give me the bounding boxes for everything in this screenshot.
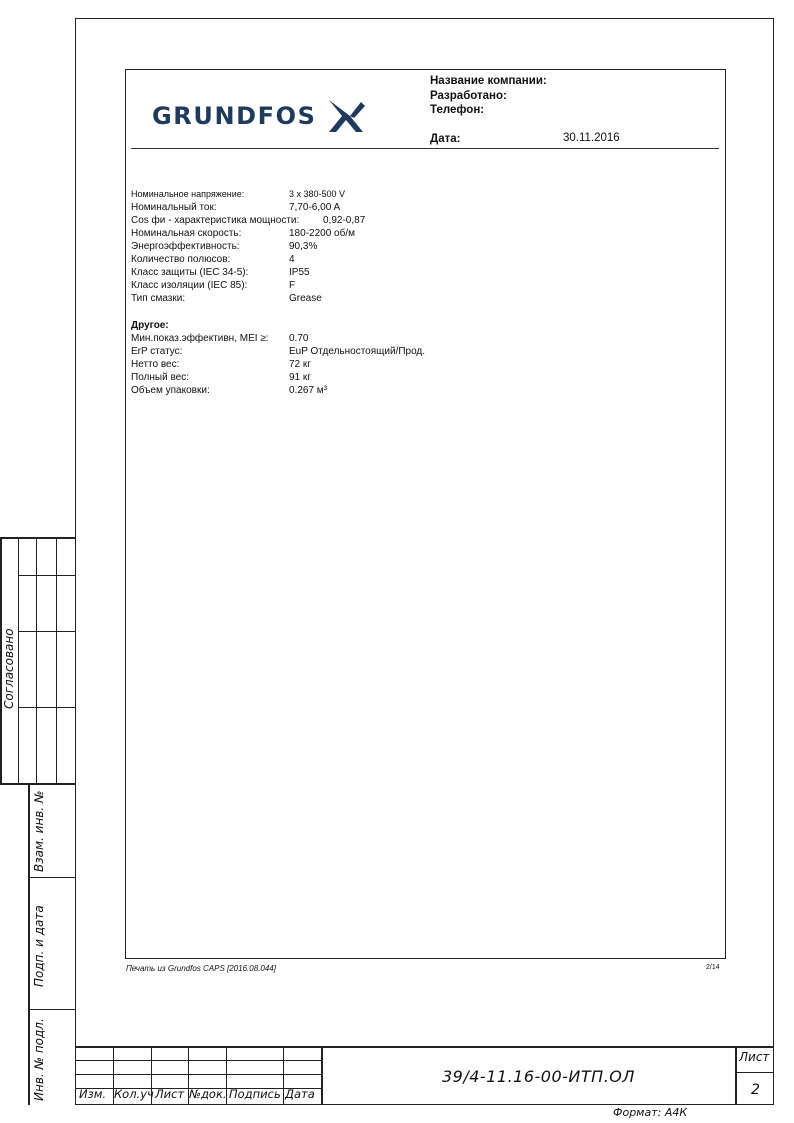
grundfos-x-icon	[325, 96, 367, 136]
spec-value: 3 x 380-500 V	[289, 189, 346, 199]
spec-label: Номинальный ток:	[131, 202, 217, 213]
col-doc-number: №док.	[189, 1087, 227, 1101]
inv-replace-label: Взам. инв. №	[32, 790, 46, 872]
spec-value: 90,3%	[289, 241, 318, 252]
logo-text: GRUNDFOS	[152, 102, 317, 130]
title-block	[75, 1046, 774, 1105]
company-label: Название компании:	[430, 75, 547, 87]
spec-value: EuP Отдельностоящий/Прод.	[289, 346, 426, 357]
spec-value: IP55	[289, 267, 310, 278]
spec-value: 0.70	[289, 333, 309, 344]
spec-label: Номинальная скорость:	[131, 228, 242, 239]
date-value: 30.11.2016	[563, 132, 620, 144]
agreed-label: Согласовано	[2, 628, 16, 709]
spec-label: Количество полюсов:	[131, 254, 231, 265]
tb-line	[75, 1074, 321, 1075]
spec-label: Полный вес:	[131, 372, 189, 383]
side-line	[18, 537, 19, 783]
col-sheet: Лист	[155, 1087, 185, 1101]
spec-label: ErP статус:	[131, 346, 183, 357]
sign-date-label: Подп. и дата	[32, 905, 46, 987]
side-line	[0, 783, 75, 785]
sheet-label: Лист	[739, 1050, 770, 1064]
print-note: Печать из Grundfos CAPS [2016.08.044]	[126, 964, 276, 973]
spec-label: Объем упаковки:	[131, 385, 210, 396]
side-line	[0, 537, 75, 539]
side-line	[28, 877, 75, 878]
grundfos-logo	[152, 96, 367, 136]
spec-value: Grease	[289, 293, 322, 304]
spec-label: Cos фи - характеристика мощности:	[131, 215, 300, 226]
spec-label: Номинальное напряжение:	[131, 189, 245, 199]
side-stamp	[0, 537, 75, 1105]
sheet-number: 2	[751, 1082, 760, 1098]
spec-value: 91 кг	[289, 372, 311, 383]
spec-value: 0.267 м³	[289, 385, 328, 396]
spec-value: 4	[289, 254, 295, 265]
tb-line	[735, 1072, 774, 1073]
spec-value: F	[289, 280, 296, 291]
spec-label: Мин.показ.эффективн, MEI ≥:	[131, 333, 269, 344]
developed-label: Разработано:	[430, 90, 507, 102]
side-line	[18, 631, 75, 632]
phone-label: Телефон:	[430, 104, 485, 116]
inv-orig-label: Инв. № подл.	[32, 1018, 46, 1101]
spec-label: Класс защиты (IEC 34-5):	[131, 267, 249, 278]
side-line	[56, 537, 57, 783]
tb-line	[75, 1046, 774, 1048]
document-code: 39/4-11.16-00-ИТП.ОЛ	[442, 1067, 635, 1086]
date-label: Дата:	[430, 133, 461, 145]
spec-label: Энергоэффективность:	[131, 241, 240, 252]
other-section-title: Другое:	[131, 320, 169, 331]
spec-value: 7,70-6,00 A	[289, 202, 341, 213]
tb-line	[283, 1046, 284, 1105]
tb-line	[735, 1046, 737, 1105]
side-line	[18, 707, 75, 708]
tb-line	[321, 1046, 323, 1105]
col-count: Кол.уч	[114, 1087, 154, 1101]
col-change: Изм.	[79, 1087, 107, 1101]
header-divider	[131, 148, 719, 149]
side-line	[36, 537, 37, 783]
spec-label: Тип смазки:	[131, 293, 186, 304]
spec-value: 180-2200 об/м	[289, 228, 355, 239]
col-signature: Подпись	[229, 1087, 281, 1101]
side-line	[28, 1009, 75, 1010]
spec-label: Нетто вес:	[131, 359, 180, 370]
format-label: Формат: А4К	[613, 1106, 688, 1119]
spec-value: 0,92-0,87	[323, 215, 366, 226]
spec-label: Класс изоляции (IEC 85):	[131, 280, 248, 291]
col-date: Дата	[285, 1087, 315, 1101]
spec-value: 72 кг	[289, 359, 311, 370]
side-line	[28, 783, 30, 1105]
tb-line	[75, 1060, 321, 1061]
page-indicator: 2/14	[706, 964, 720, 971]
side-line	[18, 575, 75, 576]
